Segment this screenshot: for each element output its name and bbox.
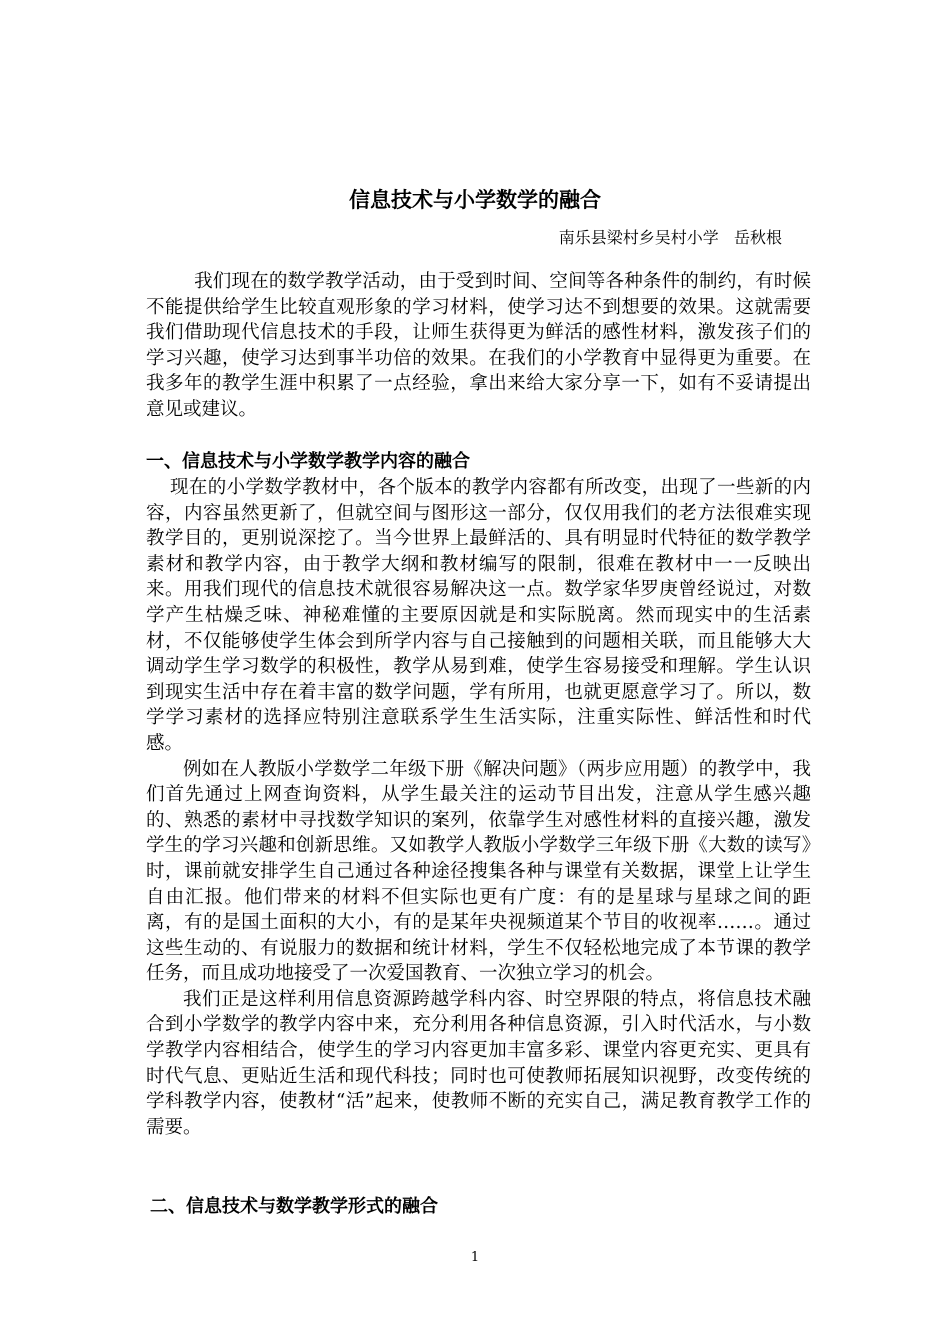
intro-block	[146, 269, 811, 423]
page-number: 1	[470, 1250, 480, 1265]
section-heading-2: 二、信息技术与数学教学形式的融合	[150, 1196, 438, 1217]
paragraph: 我们正是这样利用信息资源跨越学科内容、时空界限的特点，将信息技术融合到小学数学的教学内容中来，充分利用各种信息资源，引入时代活水，与小数学教学内容相结合，使学生的学习内容更加丰富多彩、课堂内容更充实、更具有时代气息、更贴近生活和现代科技；同时也可使教师拓展知识视野，改变传统的学科教学内容，使教材“活”起来，使教师不断的充实自己，满足教育教学工作的需要。	[146, 988, 811, 1138]
section-1-body	[146, 475, 811, 1140]
author-byline: 南乐县梁村乡吴村小学 岳秋根	[558, 228, 782, 247]
paragraph: 例如在人教版小学数学二年级下册《解决问题》（两步应用题）的教学中，我们首先通过上网查询资料，从学生最关注的运动节目出发，注意从学生感兴趣的、熟悉的素材中寻找数学知识的案列，依靠学生对感性材料的直接兴趣，激发学生的学习兴趣和创新思维。又如教学人教版小学数学三年级下册《大数的读写》时，课前就安排学生自己通过各种途径搜集各种与课堂有关数据，课堂上让学生自由汇报。他们带来的材料不但实际也更有广度：有的是星球与星球之间的距离，有的是国土面积的大小，有的是某年央视频道某个节目的收视率……。通过这些生动的、有说服力的数据和统计材料，学生不仅轻松地完成了本节课的教学任务，而且成功地接受了一次爱国教育、一次独立学习的机会。	[146, 758, 811, 985]
paragraph: 现在的小学数学教材中，各个版本的教学内容都有所改变，出现了一些新的内容，内容虽然更新了，但就空间与图形这一部分，仅仅用我们的老方法很难实现教学目的，更别说深挖了。当今世界上最鲜活的、具有明显时代特征的数学教学素材和教学内容，由于教学大纲和教材编写的限制，很难在教材中一一反映出来。用我们现代的信息技术就很容易解决这一点。数学家华罗庚曾经说过，对数学产生枯燥乏味、神秘难懂的主要原因就是和实际脱离。然而现实中的生活素材，不仅能够使学生体会到所学内容与自己接触到的问题相关联，而且能够大大调动学生学习数学的积极性，教学从易到难，使学生容易接受和理解。学生认识到现实生活中存在着丰富的数学问题，学有所用，也就更愿意学习了。所以，数学学习素材的选择应特别注意联系学生生活实际，注重实际性、鲜活性和时代感。	[146, 477, 811, 754]
section-heading-1: 一、信息技术与小学数学教学内容的融合	[146, 451, 470, 472]
intro-paragraph: 我们现在的数学教学活动，由于受到时间、空间等各种条件的制约，有时候不能提供给学生比较直观形象的学习材料，使学习达不到想要的效果。这就需要我们借助现代信息技术的手段，让师生获得更为鲜活的感性材料，激发孩子们的学习兴趣，使学习达到事半功倍的效果。在我们的小学教育中显得更为重要。在我多年的教学生涯中积累了一点经验，拿出来给大家分享一下，如有不妥请提出意见或建议。	[146, 271, 811, 420]
document-title: 信息技术与小学数学的融合	[349, 188, 601, 212]
